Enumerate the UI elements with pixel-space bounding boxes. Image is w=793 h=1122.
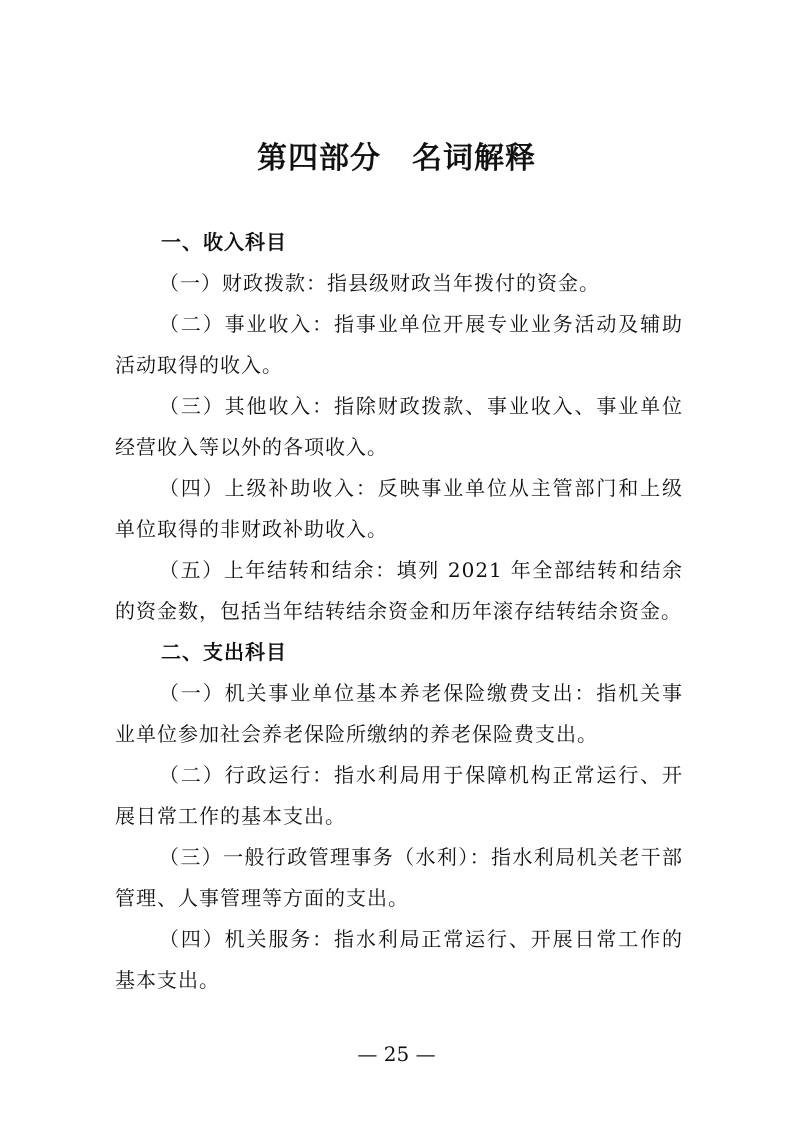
paragraph: （一）财政拨款：指县级财政当年拨付的资金。 [159, 271, 600, 295]
paragraph: （三）一般行政管理事务（水利）：指水利局机关老干部管理、人事管理等方面的支出。 [115, 845, 683, 910]
paragraph: （五）上年结转和结余：填列 2021 年全部结转和结余的资金数，包括当年结转结余资金和历年滚存结转结余资金。 [115, 558, 683, 623]
section-heading: 一、收入科目 [161, 230, 287, 254]
section-expenditure [115, 632, 683, 1001]
paragraph: （一）机关事业单位基本养老保险缴费支出：指机关事业单位参加社会养老保险所缴纳的养老保险费支出。 [115, 681, 683, 746]
paragraph: （三）其他收入：指除财政拨款、事业收入、事业单位经营收入等以外的各项收入。 [115, 394, 683, 459]
page-number: — 25 — [357, 1042, 436, 1066]
paragraph: （二）事业收入：指事业单位开展专业业务活动及辅助活动取得的收入。 [115, 312, 683, 377]
page-title: 第四部分 名词解释 [257, 141, 536, 176]
paragraph: （二）行政运行：指水利局用于保障机构正常运行、开展日常工作的基本支出。 [115, 763, 683, 828]
paragraph: （四）上级补助收入：反映事业单位从主管部门和上级单位取得的非财政补助收入。 [115, 476, 683, 541]
section-income [115, 222, 683, 632]
paragraph: （四）机关服务：指水利局正常运行、开展日常工作的基本支出。 [115, 927, 683, 992]
document-body [115, 222, 683, 1001]
section-heading: 二、支出科目 [161, 640, 287, 664]
